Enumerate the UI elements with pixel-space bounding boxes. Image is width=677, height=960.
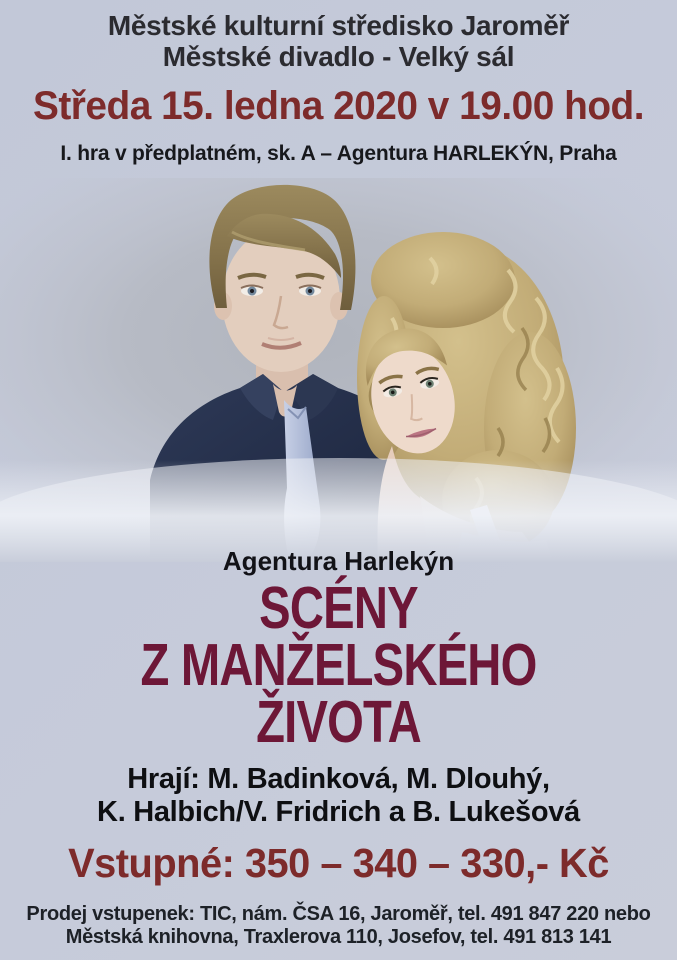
venue-name: Městské kulturní středisko Jaroměř (107, 10, 570, 41)
cast-list-line2: K. Halbich/V. Fridrich a B. Lukešová (97, 796, 580, 828)
ticket-sales-info-line2: Městská knihovna, Traxlerova 110, Josefov, tel. 491 813 141 (65, 926, 612, 948)
ticket-prices: Vstupné: 350 – 340 – 330,- Kč (68, 840, 609, 886)
venue-hall: Městské divadlo - Velký sál (162, 41, 515, 72)
play-title-line1: SCÉNY (259, 575, 418, 641)
actors-photo-illustration (0, 178, 677, 562)
actors-photo (0, 178, 677, 562)
ticket-sales-info-line1: Prodej vstupenek: TIC, nám. ČSA 16, Jaroměř, tel. 491 847 220 nebo (26, 903, 651, 925)
event-date: Středa 15. ledna 2020 v 19.00 hod. (32, 84, 645, 128)
play-title-line3: ŽIVOTA (256, 689, 421, 755)
play-title-line2: Z MANŽELSKÉHO (140, 632, 537, 698)
cast-list-line1: Hrají: M. Badinková, M. Dlouhý, (127, 763, 550, 795)
subscription-info: I. hra v předplatném, sk. A – Agentura HARLEKÝN, Praha (60, 142, 617, 165)
agency-name: Agentura Harlekýn (222, 546, 455, 576)
play-title (0, 575, 677, 755)
